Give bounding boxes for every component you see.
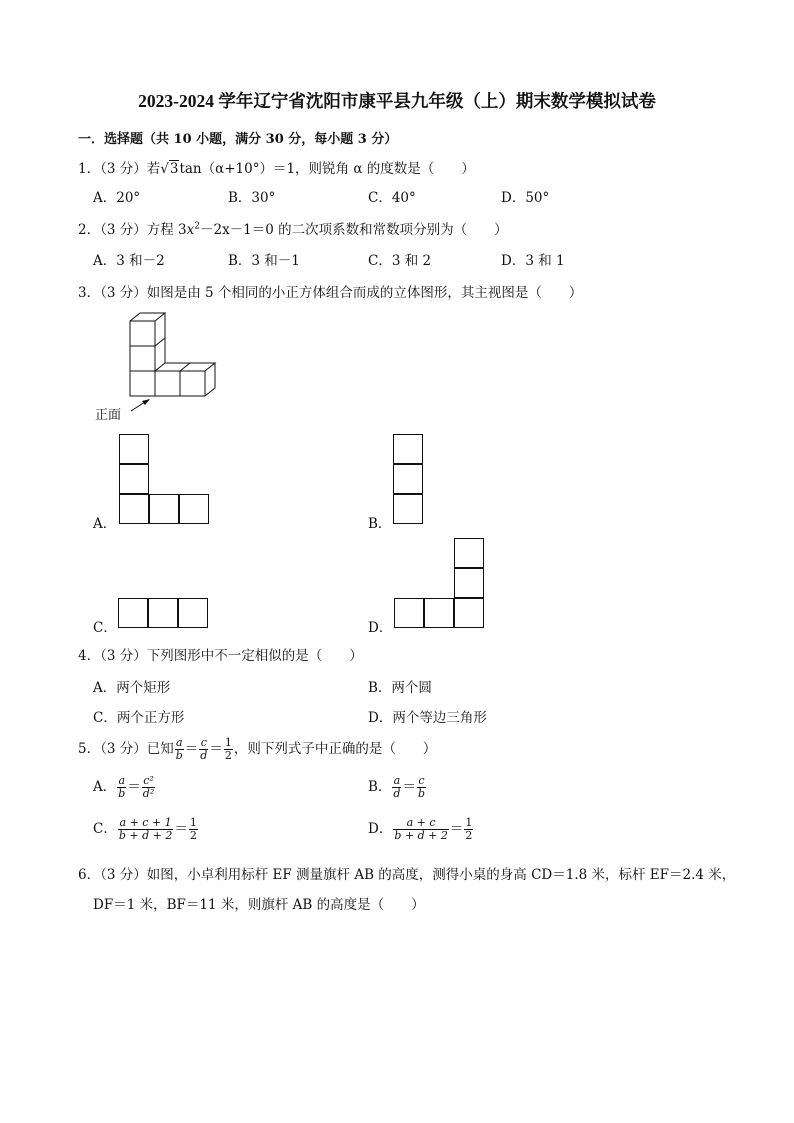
exponent: 2 bbox=[194, 221, 200, 232]
question-text: ，则下列式子中正确的是（ ） bbox=[233, 741, 437, 757]
question-4 bbox=[78, 644, 363, 664]
option-a: A．两个矩形 bbox=[93, 680, 171, 696]
question-text: 如图，小卓利用标杆 EF 测量旗杆 AB 的高度，测得小桌的身高 CD＝1.8 米，标杆 EF＝2.4 米， bbox=[146, 867, 736, 883]
option-b-figure bbox=[393, 434, 425, 526]
question-5: 5．（3 分）已知 $\frac{a}{b}$ ＝ $\frac{c}{d}$ ＝ $\frac{1}{2}$ ，则下列式子中正确的是（ ） bbox=[78, 736, 437, 762]
fraction-one-half: $\frac{1}{2}$ bbox=[224, 736, 232, 762]
option-d-figure bbox=[394, 538, 486, 630]
sqrt-radicand: 3 bbox=[169, 161, 179, 177]
option-a-figure bbox=[119, 434, 211, 526]
question-score: （3 分） bbox=[100, 741, 147, 757]
question-number: 3． bbox=[78, 285, 101, 301]
front-label: 正面 bbox=[95, 408, 122, 423]
option-a: A． bbox=[93, 516, 117, 532]
option-c: C．3 和 2 bbox=[368, 253, 432, 269]
question-number: 1． bbox=[78, 161, 101, 177]
question-3 bbox=[78, 281, 582, 301]
question-number: 4． bbox=[78, 648, 101, 664]
option-c: C．两个正方形 bbox=[93, 710, 185, 726]
option-d: D．50° bbox=[501, 190, 550, 206]
question-text: 方程 3 bbox=[146, 222, 187, 238]
question-number: 5． bbox=[78, 741, 101, 757]
option-d: D．两个等边三角形 bbox=[368, 710, 487, 726]
option-d: D．3 和 1 bbox=[501, 253, 565, 269]
option-a: A． $\frac{a}{b}$ ＝ $\frac{\text{c²}}{\text{d²}}$ bbox=[93, 774, 155, 800]
question-score: （3 分） bbox=[100, 648, 147, 664]
question-score: （3 分） bbox=[100, 867, 147, 883]
variable-x: x bbox=[186, 222, 195, 238]
option-d: D． $\frac{a + c}{b + d + 2}$ ＝ $\frac{1}{2}$ bbox=[368, 816, 473, 842]
option-b: B．3 和－1 bbox=[228, 253, 300, 269]
question-text: 若 bbox=[146, 161, 161, 177]
fraction-a-over-b: $\frac{a}{b}$ bbox=[175, 736, 183, 762]
question-score: （3 分） bbox=[100, 285, 147, 301]
option-d: D． bbox=[368, 620, 393, 636]
option-b: B．两个圆 bbox=[368, 680, 432, 696]
option-a: A．20° bbox=[93, 190, 141, 206]
page-title: 2023-2024 学年辽宁省沈阳市康平县九年级（上）期末数学模拟试卷 bbox=[138, 91, 656, 111]
option-c: C． bbox=[93, 620, 117, 636]
question-number: 6． bbox=[78, 867, 101, 883]
question-score: （3 分） bbox=[100, 222, 147, 238]
question-2 bbox=[78, 218, 508, 238]
option-c: C．40° bbox=[368, 190, 416, 206]
option-c: C． $\frac{a + c + 1}{b + d + 2}$ ＝ $\frac{1}{2}$ bbox=[93, 816, 197, 842]
question-6 bbox=[78, 863, 735, 883]
question-text: 已知 bbox=[146, 741, 174, 757]
option-b: B． bbox=[368, 516, 392, 532]
option-c-figure bbox=[118, 598, 210, 630]
question-text: 如图是由 5 个相同的小正方体组合而成的立体图形，其主视图是（ ） bbox=[146, 285, 583, 301]
section-heading: 一．选择题（共 10 小题，满分 30 分，每小题 3 分） bbox=[78, 132, 398, 147]
option-b: B．30° bbox=[228, 190, 276, 206]
question-score: （3 分） bbox=[100, 161, 147, 177]
question-text: 下列图形中不一定相似的是（ ） bbox=[146, 648, 363, 664]
question-number: 2． bbox=[78, 222, 101, 238]
option-a: A．3 和－2 bbox=[93, 253, 165, 269]
fraction-c-over-d: $\frac{c}{d}$ bbox=[200, 736, 208, 762]
question-1: 1．（3 分）若√3tan（α+10°）＝1，则锐角 α 的度数是（ ） bbox=[78, 161, 475, 177]
option-b: B． $\frac{a}{d}$ ＝ $\frac{c}{b}$ bbox=[368, 774, 426, 800]
question-text: －2x－1＝0 的二次项系数和常数项分别为（ ） bbox=[199, 222, 508, 238]
question-text: tan（α+10°）＝1，则锐角 α 的度数是（ ） bbox=[179, 161, 475, 177]
question-6-line-2: DF＝1 米，BF＝11 米，则旗杆 AB 的高度是（ ） bbox=[93, 897, 425, 913]
